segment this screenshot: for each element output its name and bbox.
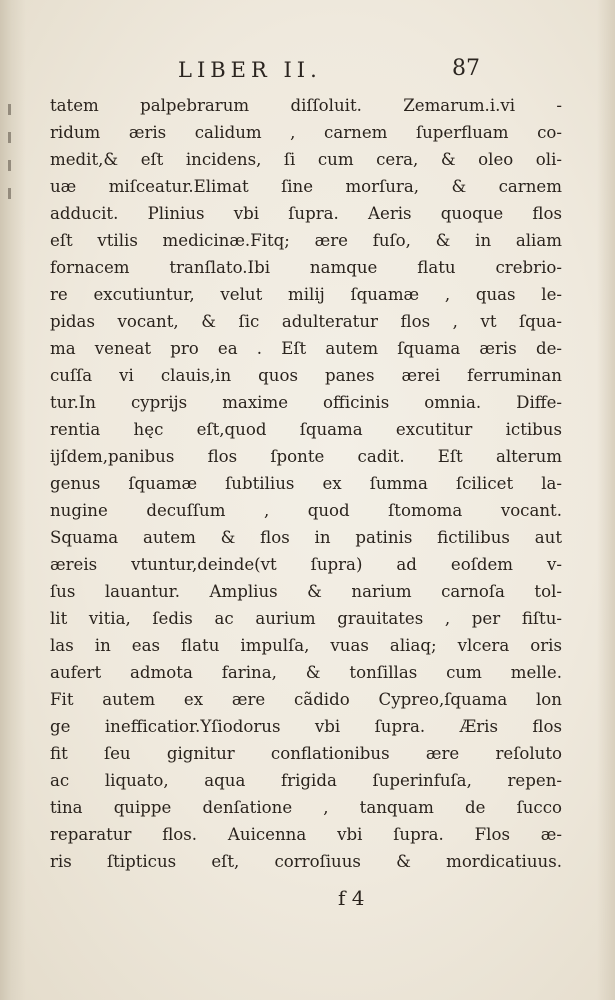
page-header: [0, 58, 615, 88]
text-line: eſt vtilis medicinæ.Fitq; ære fuſo, & in aliam: [50, 231, 562, 250]
page-number: 87: [452, 56, 480, 81]
text-line: rentia hęc eſt,quod ſquama excutitur ictibus: [50, 420, 562, 439]
text-line: cuſſa vi clauis,in quos panes ærei ferruminan: [50, 366, 562, 385]
text-line: tina quippe denſatione , tanquam de ſucco: [50, 798, 562, 817]
text-line: ma veneat pro ea . Eſt autem ſquama æris de-: [50, 339, 562, 358]
body-text: [50, 92, 562, 875]
text-line: Fit autem ex ære cãdido Cypreo,ſquama lon: [50, 690, 562, 709]
page-edge-shadow: [597, 0, 615, 1000]
text-line: ac liquato, aqua frigida ſuperinfuſa, repen-: [50, 771, 562, 790]
text-line: tur.In cyprijs maxime officinis omnia. Diffe-: [50, 393, 562, 412]
text-line: genus ſquamæ ſubtilius ex ſumma ſcilicet la-: [50, 474, 562, 493]
text-line: aufert admota farina, & tonſillas cum melle.: [50, 663, 562, 682]
text-line: medit,& eſt incidens, ſi cum cera, & oleo oli-: [50, 150, 562, 169]
bleed-through-mark: [8, 188, 11, 199]
text-line: reparatur flos. Auicenna vbi ſupra. Flos æ-: [50, 825, 562, 844]
text-line: re excutiuntur, velut milij ſquamæ , quas le-: [50, 285, 562, 304]
text-line: Squama autem & flos in patinis fictilibus aut: [50, 528, 562, 547]
text-line: ge inefficatior.Yſiodorus vbi ſupra. Æris flos: [50, 717, 562, 736]
text-line: ridum æris calidum , carnem ſuperfluam co-: [50, 123, 562, 142]
text-line: ijſdem,panibus flos ſponte cadit. Eſt alterum: [50, 447, 562, 466]
gutter-shadow: [0, 0, 26, 1000]
text-line: fit ſeu gignitur conflationibus ære reſoluto: [50, 744, 562, 763]
text-line: nugine decuſſum , quod ſtomoma vocant.: [50, 501, 562, 520]
text-line: las in eas flatu impulſa, vuas aliaq; vlcera oris: [50, 636, 562, 655]
bleed-through-mark: [8, 160, 11, 171]
text-line: fornacem tranſlato.Ibi namque flatu crebrio-: [50, 258, 562, 277]
text-line: lit vitia, ſedis ac aurium grauitates , per fiſtu-: [50, 609, 562, 628]
text-line: ris ſtipticus eſt, corroſiuus & mordicatiuus.: [50, 852, 562, 871]
text-line: ſus lauantur. Amplius & narium carnoſa tol-: [50, 582, 562, 601]
text-line: adducit. Plinius vbi ſupra. Aeris quoque flos: [50, 204, 562, 223]
running-title: LIBER II.: [178, 58, 322, 82]
text-line: pidas vocant, & ſic adulteratur flos , vt ſqua-: [50, 312, 562, 331]
text-line: tatem palpebrarum diſſoluit. Zemarum.i.vi -: [50, 96, 562, 115]
bleed-through-mark: [8, 132, 11, 143]
text-line: æreis vtuntur,deinde(vt ſupra) ad eoſdem v-: [50, 555, 562, 574]
bleed-through-mark: [8, 104, 11, 115]
text-line: uæ miſceatur.Elimat ſine morſura, & carnem: [50, 177, 562, 196]
signature-mark: f 4: [338, 886, 365, 910]
